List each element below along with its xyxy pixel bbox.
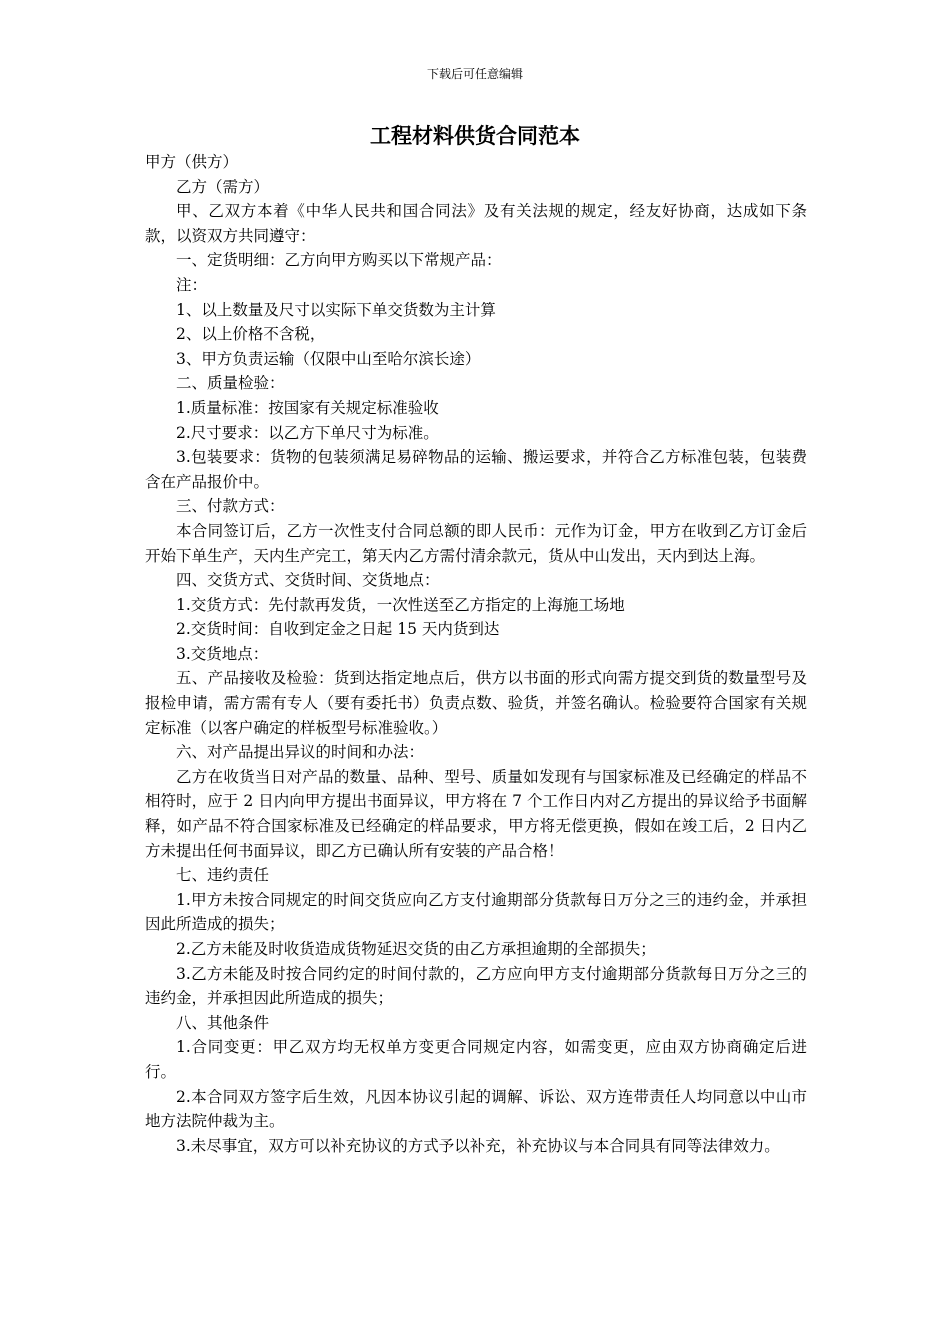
section-heading: 七、违约责任 [176, 866, 270, 885]
header-note: 下载后可任意编辑 [426, 67, 523, 81]
clause-paragraph: 2.本合同双方签字后生效，凡因本协议引起的调解、诉讼、双方连带责任人均同意以中山市地方法院仲裁为主。 [145, 1087, 807, 1131]
section-heading: 八、其他条件 [176, 1013, 270, 1032]
clause-paragraph: 1.甲方未按合同规定的时间交货应向乙方支付逾期部分货款每日万分之三的违约金，并承担因此所造成的损失； [145, 890, 807, 934]
clause-paragraph: 3.交货地点： [176, 644, 269, 663]
preamble-paragraph: 甲、乙双方本着《中华人民共和国合同法》及有关法规的规定，经友好协商，达成如下条款，以资双方共同遵守： [145, 202, 807, 245]
party-a-line: 甲方（供方） [145, 153, 239, 171]
clause-paragraph: 3、甲方负责运输（仅限中山至哈尔滨长途） [176, 349, 481, 368]
clause-paragraph: 1.质量标准：按国家有关规定标准验收 [176, 398, 439, 417]
clause-paragraph: 本合同签订后，乙方一次性支付合同总额的即人民币：元作为订金，甲方在收到乙方订金后开始下单生产，天内生产完工，第天内乙方需付清余款元，货从中山发出，天内到达上海。 [145, 521, 807, 565]
clause-paragraph: 2.交货时间：自收到定金之日起 15 天内货到达 [176, 620, 500, 639]
clause-paragraph: 2.乙方未能及时收货造成货物延迟交货的由乙方承担逾期的全部损失； [176, 940, 656, 958]
clause-paragraph: 2、以上价格不含税， [176, 325, 326, 344]
clause-paragraph: 乙方在收货当日对产品的数量、品种、型号、质量如发现有与国家标准及已经确定的样品不相符时，应于 2 日内向甲方提出书面异议，甲方将在 7 个工作日内对乙方提出的异议给予书面解释，如产品不符合国家标准及已经确定的样品要求，甲方将无偿更换，假如在竣工后，2 日内乙方未提出任何书面异议，即乙方已确认所有安装的产品合格！ [145, 767, 807, 860]
clause-paragraph: 2.尺寸要求：以乙方下单尺寸为标准。 [176, 423, 439, 442]
party-b-line: 乙方（需方） [176, 177, 270, 196]
section-heading: 一、定货明细：乙方向甲方购买以下常规产品： [176, 251, 502, 270]
clause-paragraph: 1.交货方式：先付款再发货，一次性送至乙方指定的上海施工场地 [176, 595, 625, 614]
document-title: 工程材料供货合同范本 [370, 124, 580, 148]
clause-paragraph: 3.未尽事宜，双方可以补充协议的方式予以补充，补充协议与本合同具有同等法律效力。 [176, 1136, 780, 1155]
section-heading: 三、付款方式： [176, 497, 285, 516]
clause-paragraph: 3.包装要求：货物的包装须满足易碎物品的运输、搬运要求，并符合乙方标准包装，包装费含在产品报价中。 [145, 448, 807, 491]
section-heading: 二、质量检验： [176, 374, 285, 393]
section-paragraph: 五、产品接收及检验：货到达指定地点后，供方以书面的形式向需方提交到货的数量型号及报检申请，需方需有专人（要有委托书）负责点数、验货，并签名确认。检验要符合国家有关规定标准（以客户确定的样板型号标准验收。） [145, 669, 807, 737]
note-label: 注： [176, 275, 208, 294]
document-body [145, 150, 807, 1158]
section-heading: 六、对产品提出异议的时间和办法： [176, 743, 425, 762]
clause-paragraph: 1.合同变更：甲乙双方均无权单方变更合同规定内容，如需变更，应由双方协商确定后进行。 [145, 1038, 807, 1081]
clause-paragraph: 3.乙方未能及时按合同约定的时间付款的，乙方应向甲方支付逾期部分货款每日万分之三的违约金，并承担因此所造成的损失； [145, 964, 807, 1008]
clause-paragraph: 1、以上数量及尺寸以实际下单交货数为主计算 [176, 300, 496, 319]
section-heading: 四、交货方式、交货时间、交货地点： [176, 571, 440, 590]
